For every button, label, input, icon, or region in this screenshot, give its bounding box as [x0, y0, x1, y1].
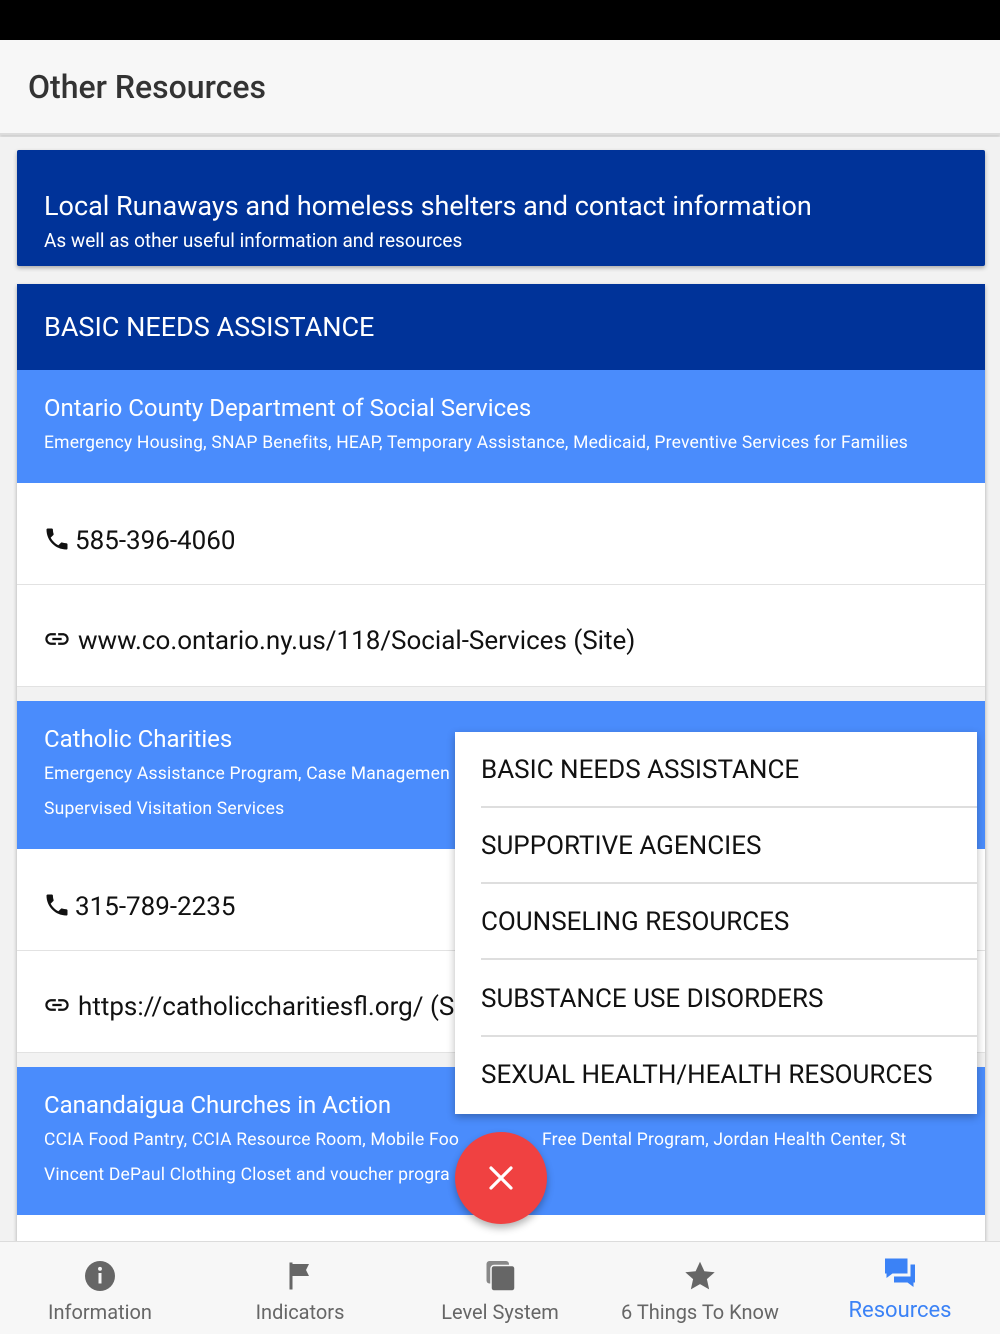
org-services-line2: Vincent DePaul Clothing Closet and voucher progra [44, 1165, 450, 1185]
star-icon [682, 1258, 718, 1294]
phone-row[interactable] [17, 483, 985, 585]
copy-icon [482, 1258, 518, 1294]
tab-label: 6 Things To Know [621, 1300, 779, 1324]
divider [17, 687, 985, 701]
intro-subheading: As well as other useful information and resources [44, 229, 463, 252]
section-header [17, 284, 985, 370]
info-icon [82, 1258, 118, 1294]
tab-label: Indicators [255, 1300, 345, 1324]
category-menu [455, 732, 977, 1114]
org-name: Ontario County Department of Social Services [44, 394, 532, 422]
tab-label: Resources [848, 1298, 952, 1323]
org-services-line1-left: CCIA Food Pantry, CCIA Resource Room, Mobile Foo [44, 1130, 460, 1150]
close-menu-button[interactable] [455, 1132, 547, 1224]
close-icon [488, 1165, 514, 1191]
tab-level-system[interactable] [400, 1242, 600, 1334]
org-services-line1-right: Free Dental Program, Jordan Health Center, St [542, 1130, 907, 1150]
tab-things-to-know[interactable] [600, 1242, 800, 1334]
org-name: Catholic Charities [44, 725, 233, 753]
menu-item-basic-needs[interactable]: BASIC NEEDS ASSISTANCE [481, 732, 977, 808]
link-icon [43, 991, 71, 1019]
bottom-tab-bar [0, 1241, 1000, 1334]
tab-label: Information [48, 1300, 152, 1324]
org-name: Canandaigua Churches in Action [44, 1091, 392, 1119]
org-services: Emergency Housing, SNAP Benefits, HEAP, Temporary Assistance, Medicaid, Preventive Services for Families [44, 433, 908, 453]
link-icon [43, 625, 71, 653]
menu-item-supportive-agencies[interactable]: SUPPORTIVE AGENCIES [481, 808, 977, 884]
link-row[interactable] [17, 585, 985, 687]
menu-item-substance-use[interactable]: SUBSTANCE USE DISORDERS [481, 961, 977, 1037]
website-link: https://catholiccharitiesfl.org/ (S [78, 992, 455, 1022]
page-title: Other Resources [28, 68, 266, 106]
tab-information[interactable] [0, 1242, 200, 1334]
app-header [0, 40, 1000, 135]
tab-indicators[interactable] [200, 1242, 400, 1334]
tab-label: Level System [441, 1300, 559, 1324]
website-link: www.co.ontario.ny.us/118/Social-Services (Site) [78, 626, 636, 656]
tab-resources[interactable] [800, 1242, 1000, 1334]
status-bar [0, 0, 1000, 40]
chat-icon [882, 1254, 918, 1290]
menu-item-sexual-health[interactable]: SEXUAL HEALTH/HEALTH RESOURCES [481, 1060, 933, 1090]
org-services-line2: Supervised Visitation Services [44, 799, 285, 819]
phone-icon [43, 891, 71, 919]
org-services-line1: Emergency Assistance Program, Case Managemen [44, 764, 450, 784]
intro-card [17, 150, 985, 266]
section-title: BASIC NEEDS ASSISTANCE [44, 311, 375, 343]
menu-item-counseling[interactable]: COUNSELING RESOURCES [481, 884, 977, 960]
phone-icon [43, 525, 71, 553]
phone-number: 315-789-2235 [75, 892, 236, 922]
phone-number: 585-396-4060 [75, 526, 236, 556]
flag-icon [282, 1258, 318, 1294]
org-header-ontario-dss [17, 370, 985, 483]
intro-heading: Local Runaways and homeless shelters and contact information [44, 190, 812, 222]
